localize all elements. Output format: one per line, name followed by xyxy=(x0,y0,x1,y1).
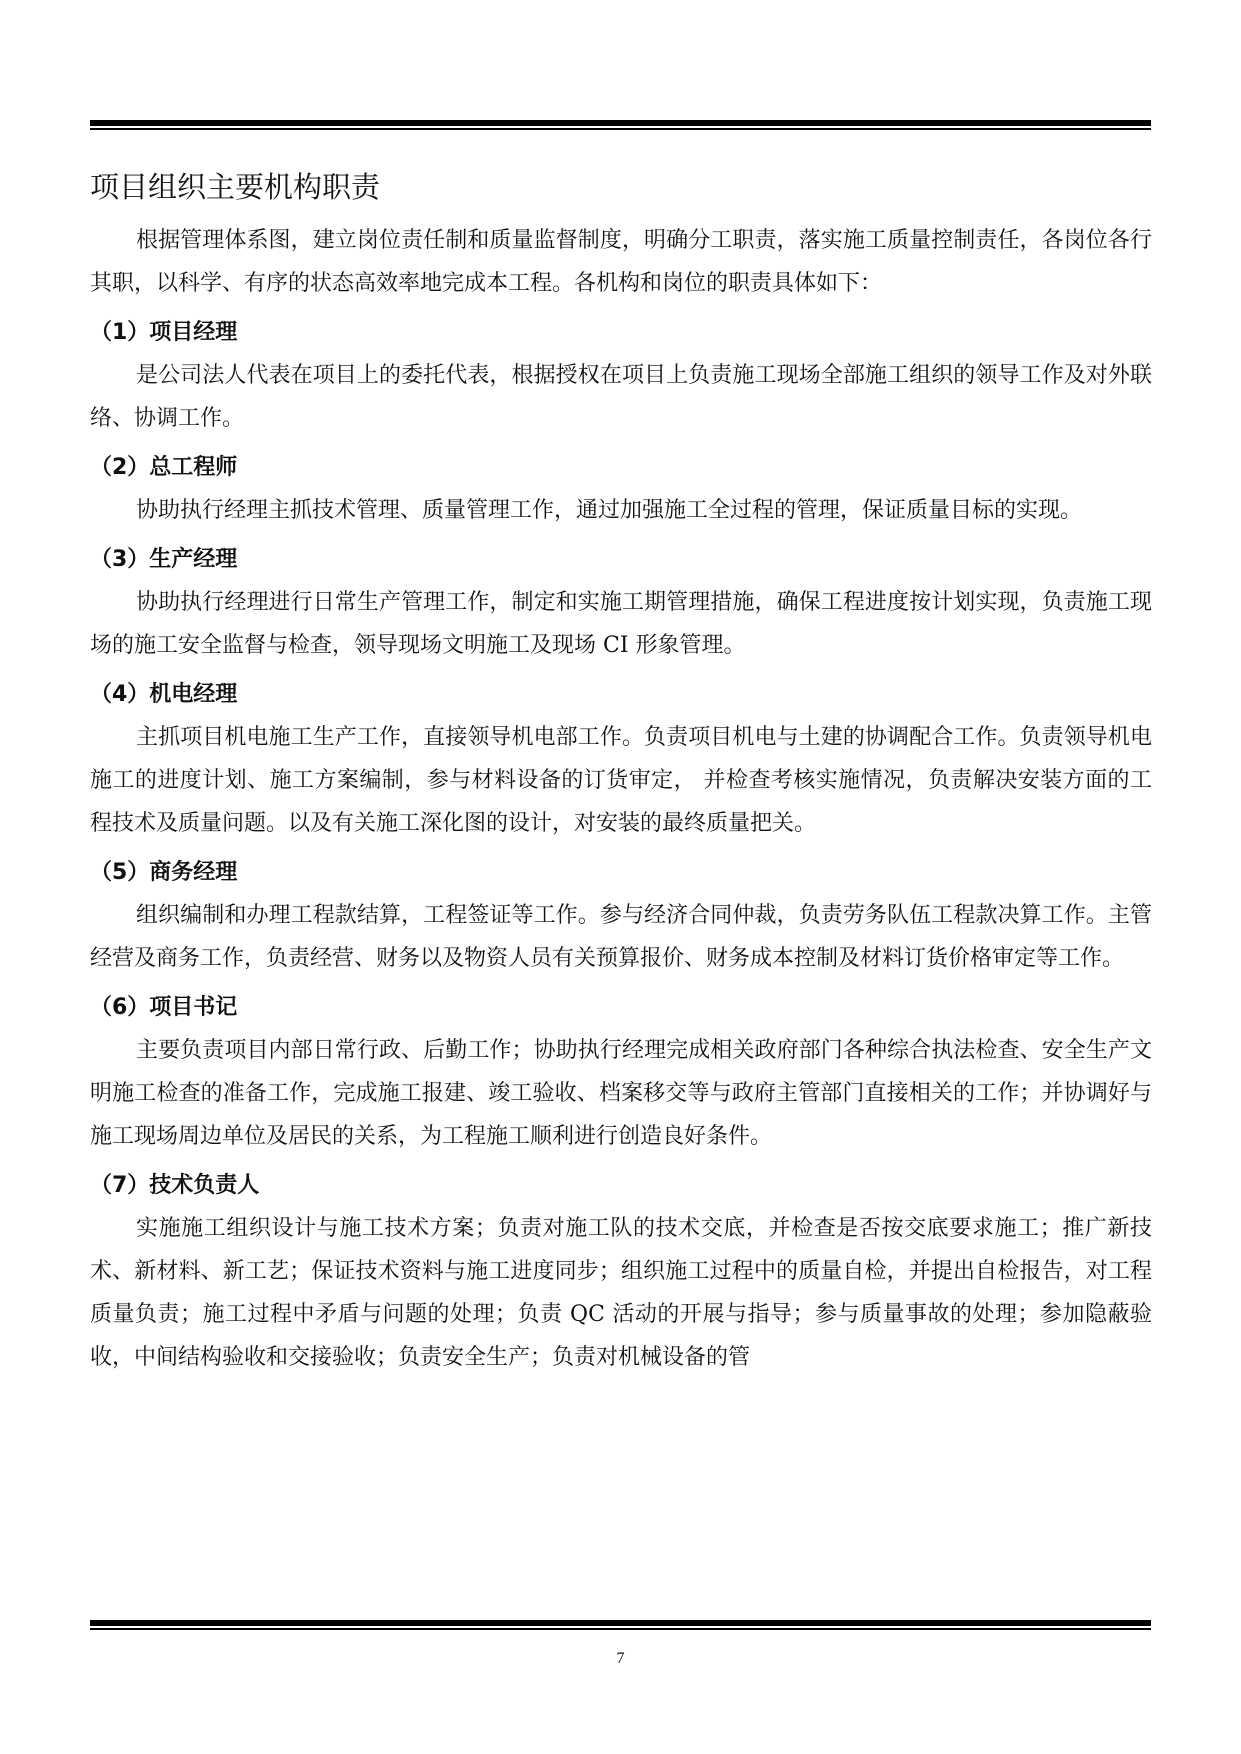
section-heading-chief-engineer: （2）总工程师 xyxy=(90,455,238,480)
section-heading-production-manager: （3）生产经理 xyxy=(90,547,238,572)
section-body-technical-lead: 实施施工组织设计与施工技术方案；负责对施工队的技术交底，并检查是否按交底要求施工；推广新技术、新材料、新工艺；保证技术资料与施工进度同步；组织施工过程中的质量自检，并提出自检报告，对工程质量负责；施工过程中矛盾与问题的处理；负责 QC 活动的开展与指导；参与质量事故的处理；参加隐蔽验收，中间结构验收和交接验收；负责安全生产；负责对机械设备的管 xyxy=(90,1216,1152,1370)
section-body-project-manager: 是公司法人代表在项目上的委托代表，根据授权在项目上负责施工现场全部施工组织的领导工作及对外联络、协调工作。 xyxy=(90,363,1152,431)
header-rule xyxy=(90,120,1151,130)
section-heading-project-secretary: （6）项目书记 xyxy=(90,995,238,1020)
section-body-business-manager: 组织编制和办理工程款结算，工程签证等工作。参与经济合同仲裁，负责劳务队伍工程款决算工作。主管经营及商务工作，负责经营、财务以及物资人员有关预算报价、财务成本控制及材料订货价格审定等工作。 xyxy=(90,903,1152,971)
section-body-mep-manager: 主抓项目机电施工生产工作，直接领导机电部工作。负责项目机电与土建的协调配合工作。负责领导机电施工的进度计划、施工方案编制，参与材料设备的订货审定， 并检查考核实施情况，负责解决安装方面的工程技术及质量问题。以及有关施工深化图的设计，对安装的最终质量把关。 xyxy=(90,725,1152,836)
section-body-project-secretary: 主要负责项目内部日常行政、后勤工作；协助执行经理完成相关政府部门各种综合执法检查、安全生产文明施工检查的准备工作，完成施工报建、竣工验收、档案移交等与政府主管部门直接相关的工作；并协调好与施工现场周边单位及居民的关系，为工程施工顺利进行创造良好条件。 xyxy=(90,1038,1152,1149)
section-body-production-manager: 协助执行经理进行日常生产管理工作，制定和实施工期管理措施，确保工程进度按计划实现，负责施工现场的施工安全监督与检查，领导现场文明施工及现场 CI 形象管理。 xyxy=(90,590,1152,658)
section-heading-technical-lead: （7）技术负责人 xyxy=(90,1173,260,1198)
intro-paragraph: 根据管理体系图，建立岗位责任制和质量监督制度，明确分工职责，落实施工质量控制责任，各岗位各行其职，以科学、有序的状态高效率地完成本工程。各机构和岗位的职责具体如下： xyxy=(90,228,1152,296)
footer-rule xyxy=(90,1620,1151,1630)
section-body-chief-engineer: 协助执行经理主抓技术管理、质量管理工作，通过加强施工全过程的管理，保证质量目标的实现。 xyxy=(136,498,1083,523)
page-number: 7 xyxy=(616,1650,625,1667)
page-title: 项目组织主要机构职责 xyxy=(90,170,381,204)
section-heading-project-manager: （1）项目经理 xyxy=(90,320,238,345)
document-body xyxy=(90,165,1152,1379)
section-heading-business-manager: （5）商务经理 xyxy=(90,860,238,885)
section-heading-mep-manager: （4）机电经理 xyxy=(90,682,238,707)
